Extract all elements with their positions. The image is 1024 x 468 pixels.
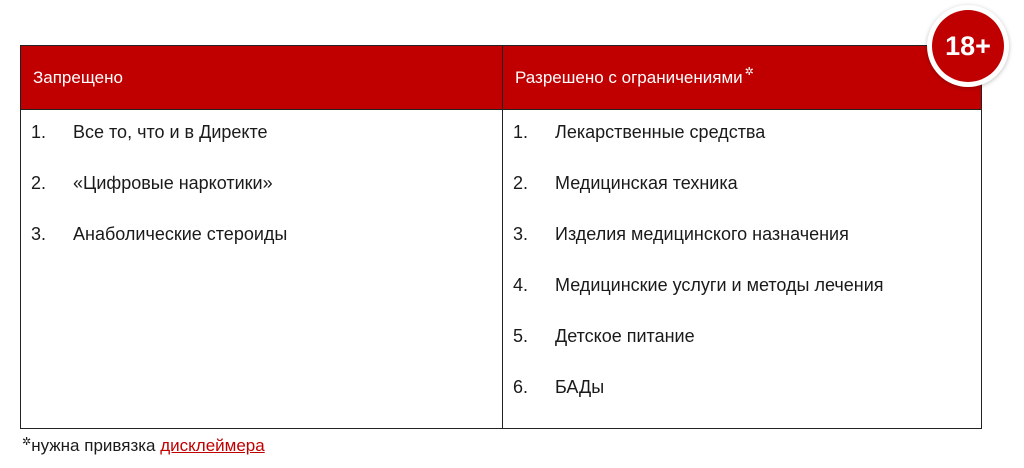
item-text: Все то, что и в Директе [73, 122, 268, 142]
list-item [21, 169, 502, 220]
item-number: 2. [31, 173, 47, 193]
rules-table [20, 45, 982, 429]
item-text: Медицинская техника [555, 173, 738, 193]
forbidden-column [21, 110, 502, 428]
item-text: Детское питание [555, 326, 695, 346]
forbidden-header [21, 46, 502, 110]
item-text: «Цифровые наркотики» [73, 173, 273, 193]
item-number: 1. [513, 122, 529, 142]
item-number: 2. [513, 173, 529, 193]
disclaimer-link[interactable]: дисклеймера [160, 436, 265, 455]
list-item [21, 118, 502, 169]
item-number: 1. [31, 122, 47, 142]
item-text: Лекарственные средства [555, 122, 766, 142]
asterisk-icon: ✲ [22, 436, 32, 448]
list-item [503, 322, 981, 373]
forbidden-header-label: Запрещено [33, 67, 123, 87]
item-text: Изделия медицинского назначения [555, 224, 849, 244]
age-rating-badge [927, 5, 1009, 87]
item-number: 4. [513, 275, 529, 295]
footnote-text: нужна привязка [31, 436, 161, 455]
list-item [503, 271, 981, 322]
age-rating-label: 18+ [932, 10, 1004, 82]
restricted-header-label: Разрешено с ограничениями [515, 67, 743, 87]
list-item [503, 118, 981, 169]
restricted-header [502, 46, 981, 110]
list-item [21, 220, 502, 271]
list-item [503, 220, 981, 271]
item-number: 3. [513, 224, 529, 244]
item-number: 6. [513, 377, 529, 397]
item-text: Анаболические стероиды [73, 224, 288, 244]
footnote [22, 436, 265, 456]
item-text: Медицинские услуги и методы лечения [555, 275, 884, 295]
asterisk-icon: ✲ [744, 66, 754, 78]
item-number: 5. [513, 326, 529, 346]
restricted-column [502, 110, 981, 428]
list-item [503, 169, 981, 220]
item-text: БАДы [555, 377, 605, 397]
list-item [503, 373, 981, 424]
forbidden-list [21, 118, 502, 271]
item-number: 3. [31, 224, 47, 244]
restricted-list [503, 118, 981, 424]
